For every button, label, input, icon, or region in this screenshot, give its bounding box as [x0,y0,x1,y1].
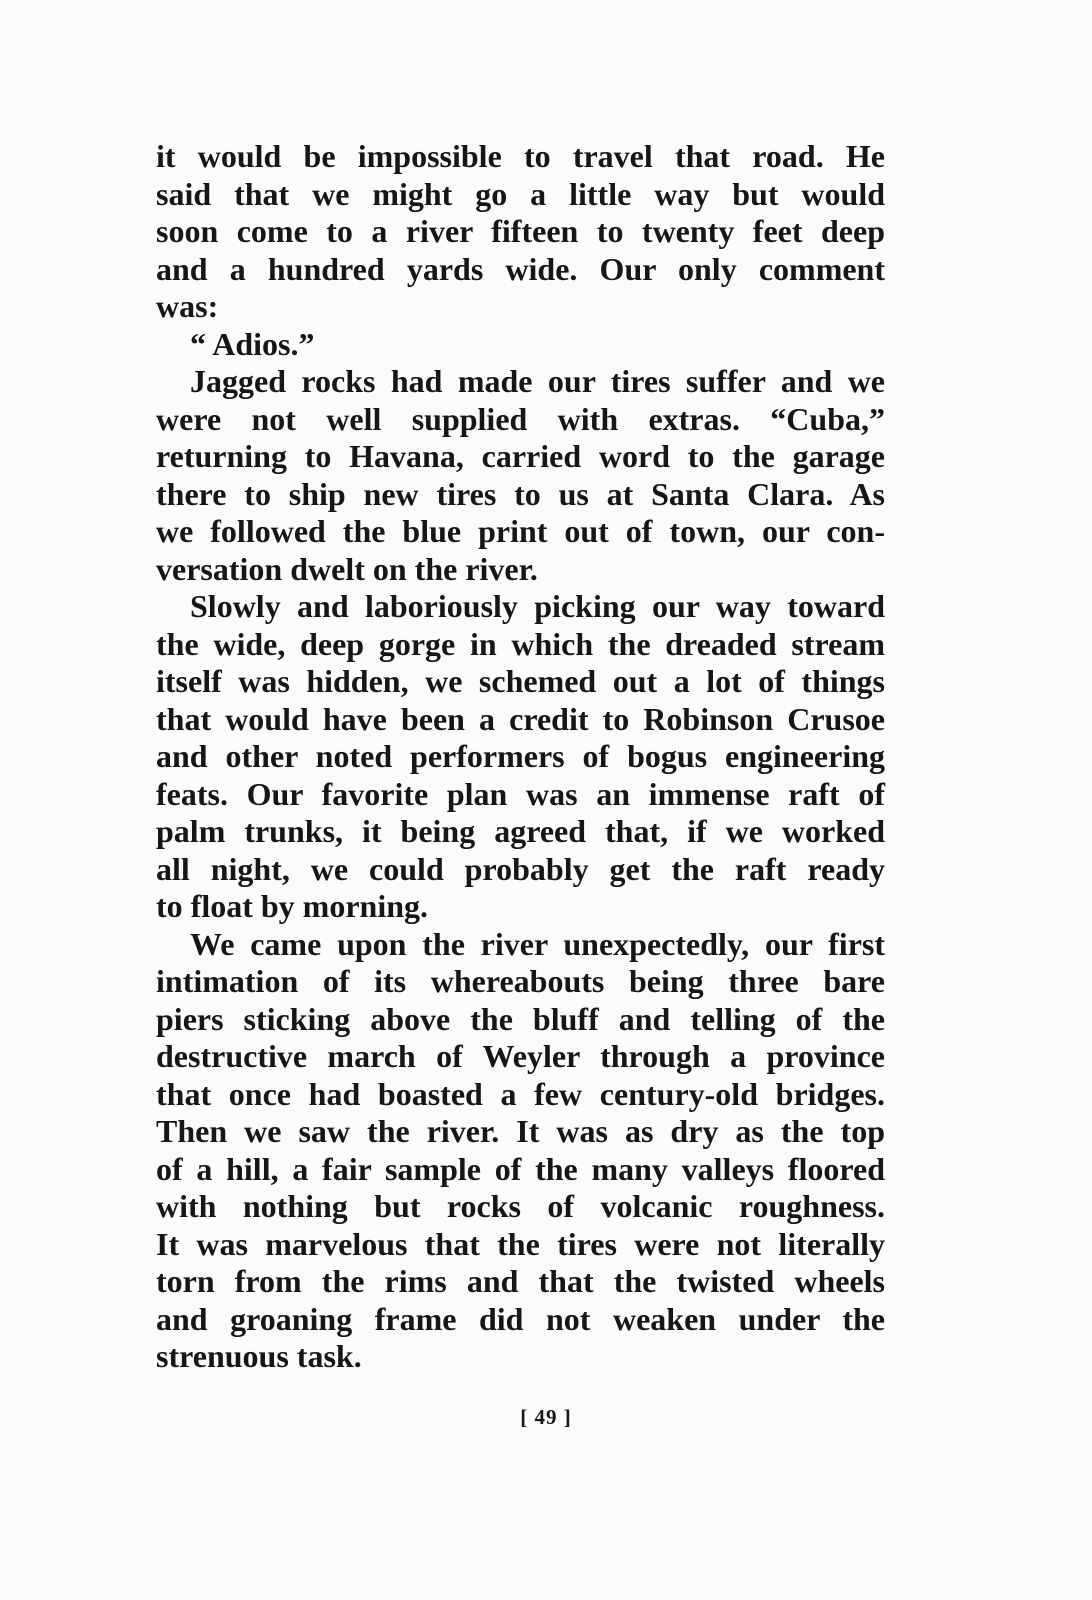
text-line: torn from the rims and that the twisted wheels [156,1263,885,1299]
text-line: and a hundred yards wide. Our only comment [156,250,885,287]
text-line: of a hill, a fair sample of the many valleys floored [156,1150,885,1187]
body-text [156,138,885,1376]
text-line: Slowly and laboriously picking our way toward [190,588,885,624]
text-line: with nothing but rocks of volcanic roughness. [156,1188,885,1224]
text-line: said that we might go a little way but would [156,175,885,212]
text-line: piers sticking above the bluff and telling of the [156,1000,885,1037]
text-line: returning to Havana, carried word to the garage [156,438,885,474]
text-line: versation dwelt on the river. [156,550,538,587]
text-line: intimation of its whereabouts being three bare [156,963,885,999]
text-line: the wide, deep gorge in which the dreaded stream [156,625,885,662]
text-line: It was marvelous that the tires were not literally [156,1225,885,1262]
text-line: destructive march of Weyler through a province [156,1038,885,1074]
text-line: we followed the blue print out of town, our con- [156,513,885,549]
text-line: palm trunks, it being agreed that, if we worked [156,813,885,849]
text-line: it would be impossible to travel that road. He [156,138,885,174]
text-line: to float by morning. [156,888,428,924]
text-line: itself was hidden, we schemed out a lot of things [156,663,885,699]
text-line: all night, we could probably get the raft ready [156,850,885,887]
text-line: were not well supplied with extras. “Cuba,” [156,400,885,437]
text-line: Jagged rocks had made our tires suffer and we [190,363,885,399]
text-line: soon come to a river fifteen to twenty feet deep [156,213,885,249]
text-line: that would have been a credit to Robinson Crusoe [156,700,885,737]
text-line: that once had boasted a few century-old bridges. [156,1075,885,1112]
text-line: was: [156,288,219,324]
text-line: Then we saw the river. It was as dry as the top [156,1113,885,1149]
text-line: and other noted performers of bogus engineering [156,738,885,774]
text-line: strenuous task. [156,1338,362,1374]
text-line: and groaning frame did not weaken under the [156,1300,885,1337]
text-line: “ Adios.” [190,325,315,362]
text-line: there to ship new tires to us at Santa Clara. As [156,475,885,512]
text-line: feats. Our favorite plan was an immense raft of [156,775,885,812]
text-line: We came upon the river unexpectedly, our first [190,925,885,962]
page-number: [ 49 ] [520,1405,572,1429]
